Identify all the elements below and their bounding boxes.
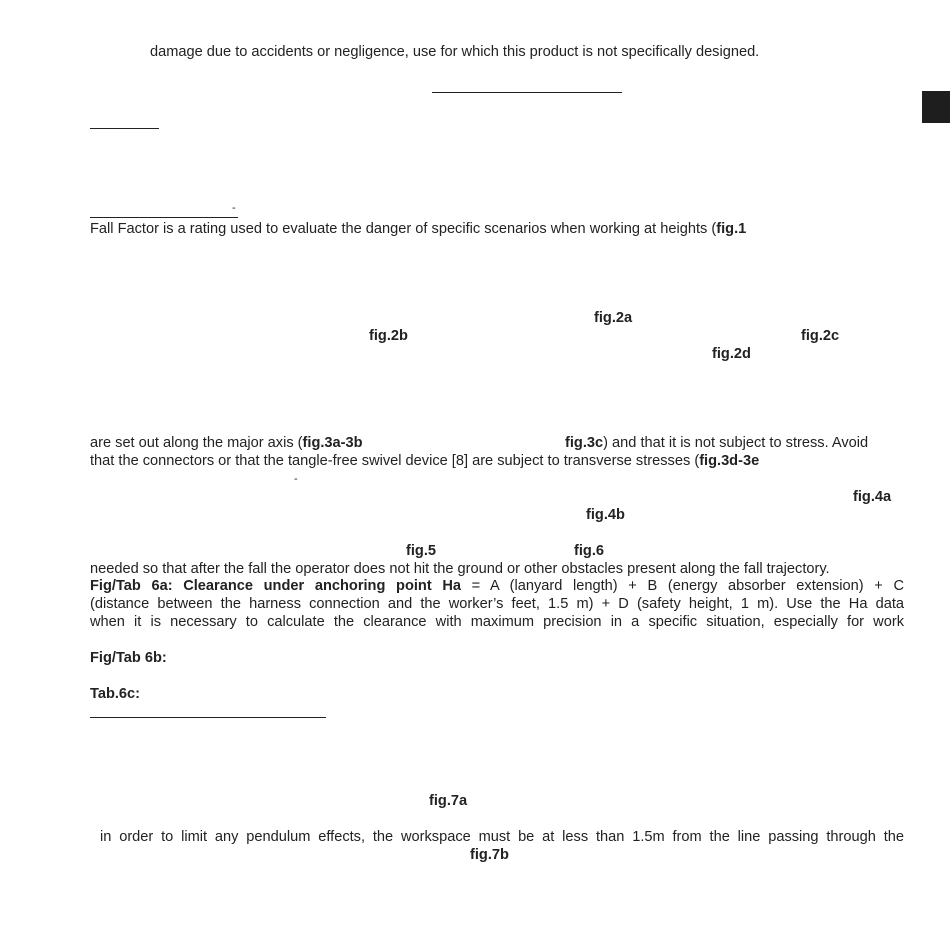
fall-factor-line (90, 220, 746, 238)
heading-rule-short (90, 128, 159, 129)
disclaimer-tail-line: damage due to accidents or negligence, use for which this product is not specifically designed. (150, 44, 760, 60)
fig6-reference: fig.6 (574, 543, 604, 559)
tab6a-formula: = A (lanyard length) + B (energy absorber extension) + C (461, 578, 904, 594)
when-line: when it is necessary to calculate the clearance with maximum precision in a specific situation, especially for work (90, 614, 904, 630)
tab6c-label: Tab.6c: (90, 686, 141, 702)
fig3d-3e-reference: fig.3d-3e (699, 453, 760, 469)
dash-mark: - (294, 473, 298, 485)
section-tab-marker (922, 91, 950, 123)
pendulum-line: in order to limit any pendulum effects, the workspace must be at less than 1.5m from the line passing through the (100, 829, 904, 845)
fig4a-reference: fig.4a (853, 489, 892, 505)
hyphen-mark: - (232, 202, 236, 214)
tab6b-label: Fig/Tab 6b: (90, 650, 167, 666)
major-axis-text: are set out along the major axis ( (90, 435, 303, 451)
fig2d-reference: fig.2d (712, 346, 751, 362)
major-axis-line (90, 434, 904, 452)
fig2a-reference: fig.2a (594, 310, 633, 326)
section-rule (90, 717, 326, 718)
connectors-text: that the connectors or that the tangle-free swivel device [8] are subject to transverse stresses ( (90, 453, 700, 469)
distance-line: (distance between the harness connection and the worker’s feet, 1.5 m) + D (safety height, 1 m). Use the Ha data (90, 596, 904, 612)
fig2c-reference: fig.2c (801, 328, 840, 344)
fig3c-reference: fig.3c (565, 435, 604, 451)
tab6a-line (90, 577, 904, 595)
needed-line: needed so that after the fall the operator does not hit the ground or other obstacles present along the fall trajectory. (90, 561, 830, 577)
connectors-line (90, 452, 759, 470)
heading-rule-center (432, 92, 622, 93)
fig5-reference: fig.5 (406, 543, 436, 559)
heading-rule-fall-factor (90, 217, 238, 218)
fig2b-reference: fig.2b (369, 328, 408, 344)
fig3a-3b-reference: fig.3a-3b (302, 435, 363, 451)
fig1-reference: fig.1 (716, 221, 747, 237)
tab6a-label: Fig/Tab 6a: Clearance under anchoring point Ha (90, 578, 462, 594)
fig4b-reference: fig.4b (586, 507, 625, 523)
fig7a-reference: fig.7a (429, 793, 468, 809)
fall-factor-text: Fall Factor is a rating used to evaluate the danger of specific scenarios when working at heights ( (90, 221, 717, 237)
fig7b-reference: fig.7b (470, 847, 509, 863)
major-axis-tail: ) and that it is not subject to stress. Avoid (603, 435, 869, 451)
